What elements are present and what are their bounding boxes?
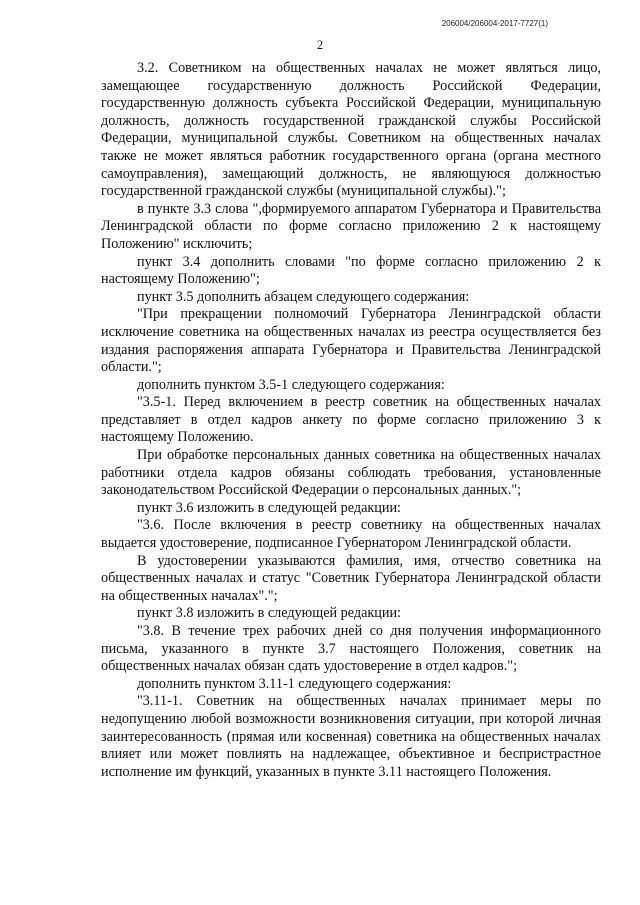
paragraph: "3.8. В течение трех рабочих дней со дня получения информационного письма, указанного в пункте 3.7 настоящего Положения, советник на общественных началах обязан сдать удостоверение в отдел кадров."; (101, 623, 601, 675)
paragraph: При обработке персональных данных советника на общественных началах работники отдела кадров обязаны соблюдать требования, установленные законодательством Российской Федерации о персональных данных."; (101, 447, 601, 499)
paragraph: пункт 3.5 дополнить абзацем следующего содержания: (137, 288, 470, 305)
paragraph: дополнить пунктом 3.5-1 следующего содержания: (137, 376, 445, 393)
paragraph: дополнить пунктом 3.11-1 следующего содержания: (137, 675, 452, 692)
document-body (101, 60, 601, 781)
paragraph: "3.5-1. Перед включением в реестр советник на общественных началах представляет в отдел кадров анкету по форме согласно приложению 3 к настоящему Положению. (101, 394, 601, 446)
paragraph: 3.2. Советником на общественных началах не может являться лицо, замещающее государственную должность Российской Федерации, государственную должность субъекта Российской Федерации, муниципальную должность, должность государственной гражданской службы Российской Федерации, муниципальной службы. Советником на общественных началах также не может являться работник государственного органа (органа местного самоуправления), замещающий должность, не являющуюся должностью государственной гражданской службы (муниципальной службы)."; (101, 60, 601, 200)
paragraph: В удостоверении указываются фамилия, имя, отчество советника на общественных началах и статус "Советник Губернатора Ленинградской области на общественных началах"."; (101, 552, 601, 604)
document-id: 206004/206004-2017-7727(1) (441, 19, 548, 28)
paragraph: "При прекращении полномочий Губернатора Ленинградской области исключение советника на общественных началах из реестра осуществляется без издания распоряжения аппарата Губернатора и Правительства Ленинградской области."; (101, 306, 601, 376)
paragraph: в пункте 3.3 слова ",формируемого аппаратом Губернатора и Правительства Ленинградской области по форме согласно приложению 2 к настоящему Положению" исключить; (101, 200, 601, 252)
paragraph: пункт 3.6 изложить в следующей редакции: (137, 499, 401, 516)
paragraph: пункт 3.8 изложить в следующей редакции: (137, 605, 401, 622)
paragraph: пункт 3.4 дополнить словами "по форме согласно приложению 2 к настоящему Положению"; (101, 253, 601, 288)
paragraph: "3.11-1. Советник на общественных началах принимает меры по недопущению любой возможности возникновения ситуации, при которой личная заинтересованность (прямая или косвенная) советника на общественных началах влияет или может повлиять на надлежащее, объективное и беспристрастное исполнение им функций, указанных в пункте 3.11 настоящего Положения. (101, 693, 601, 780)
paragraph: "3.6. После включения в реестр советнику на общественных началах выдается удостоверение, подписанное Губернатором Ленинградской области. (101, 517, 601, 552)
page-number: 2 (316, 38, 324, 52)
